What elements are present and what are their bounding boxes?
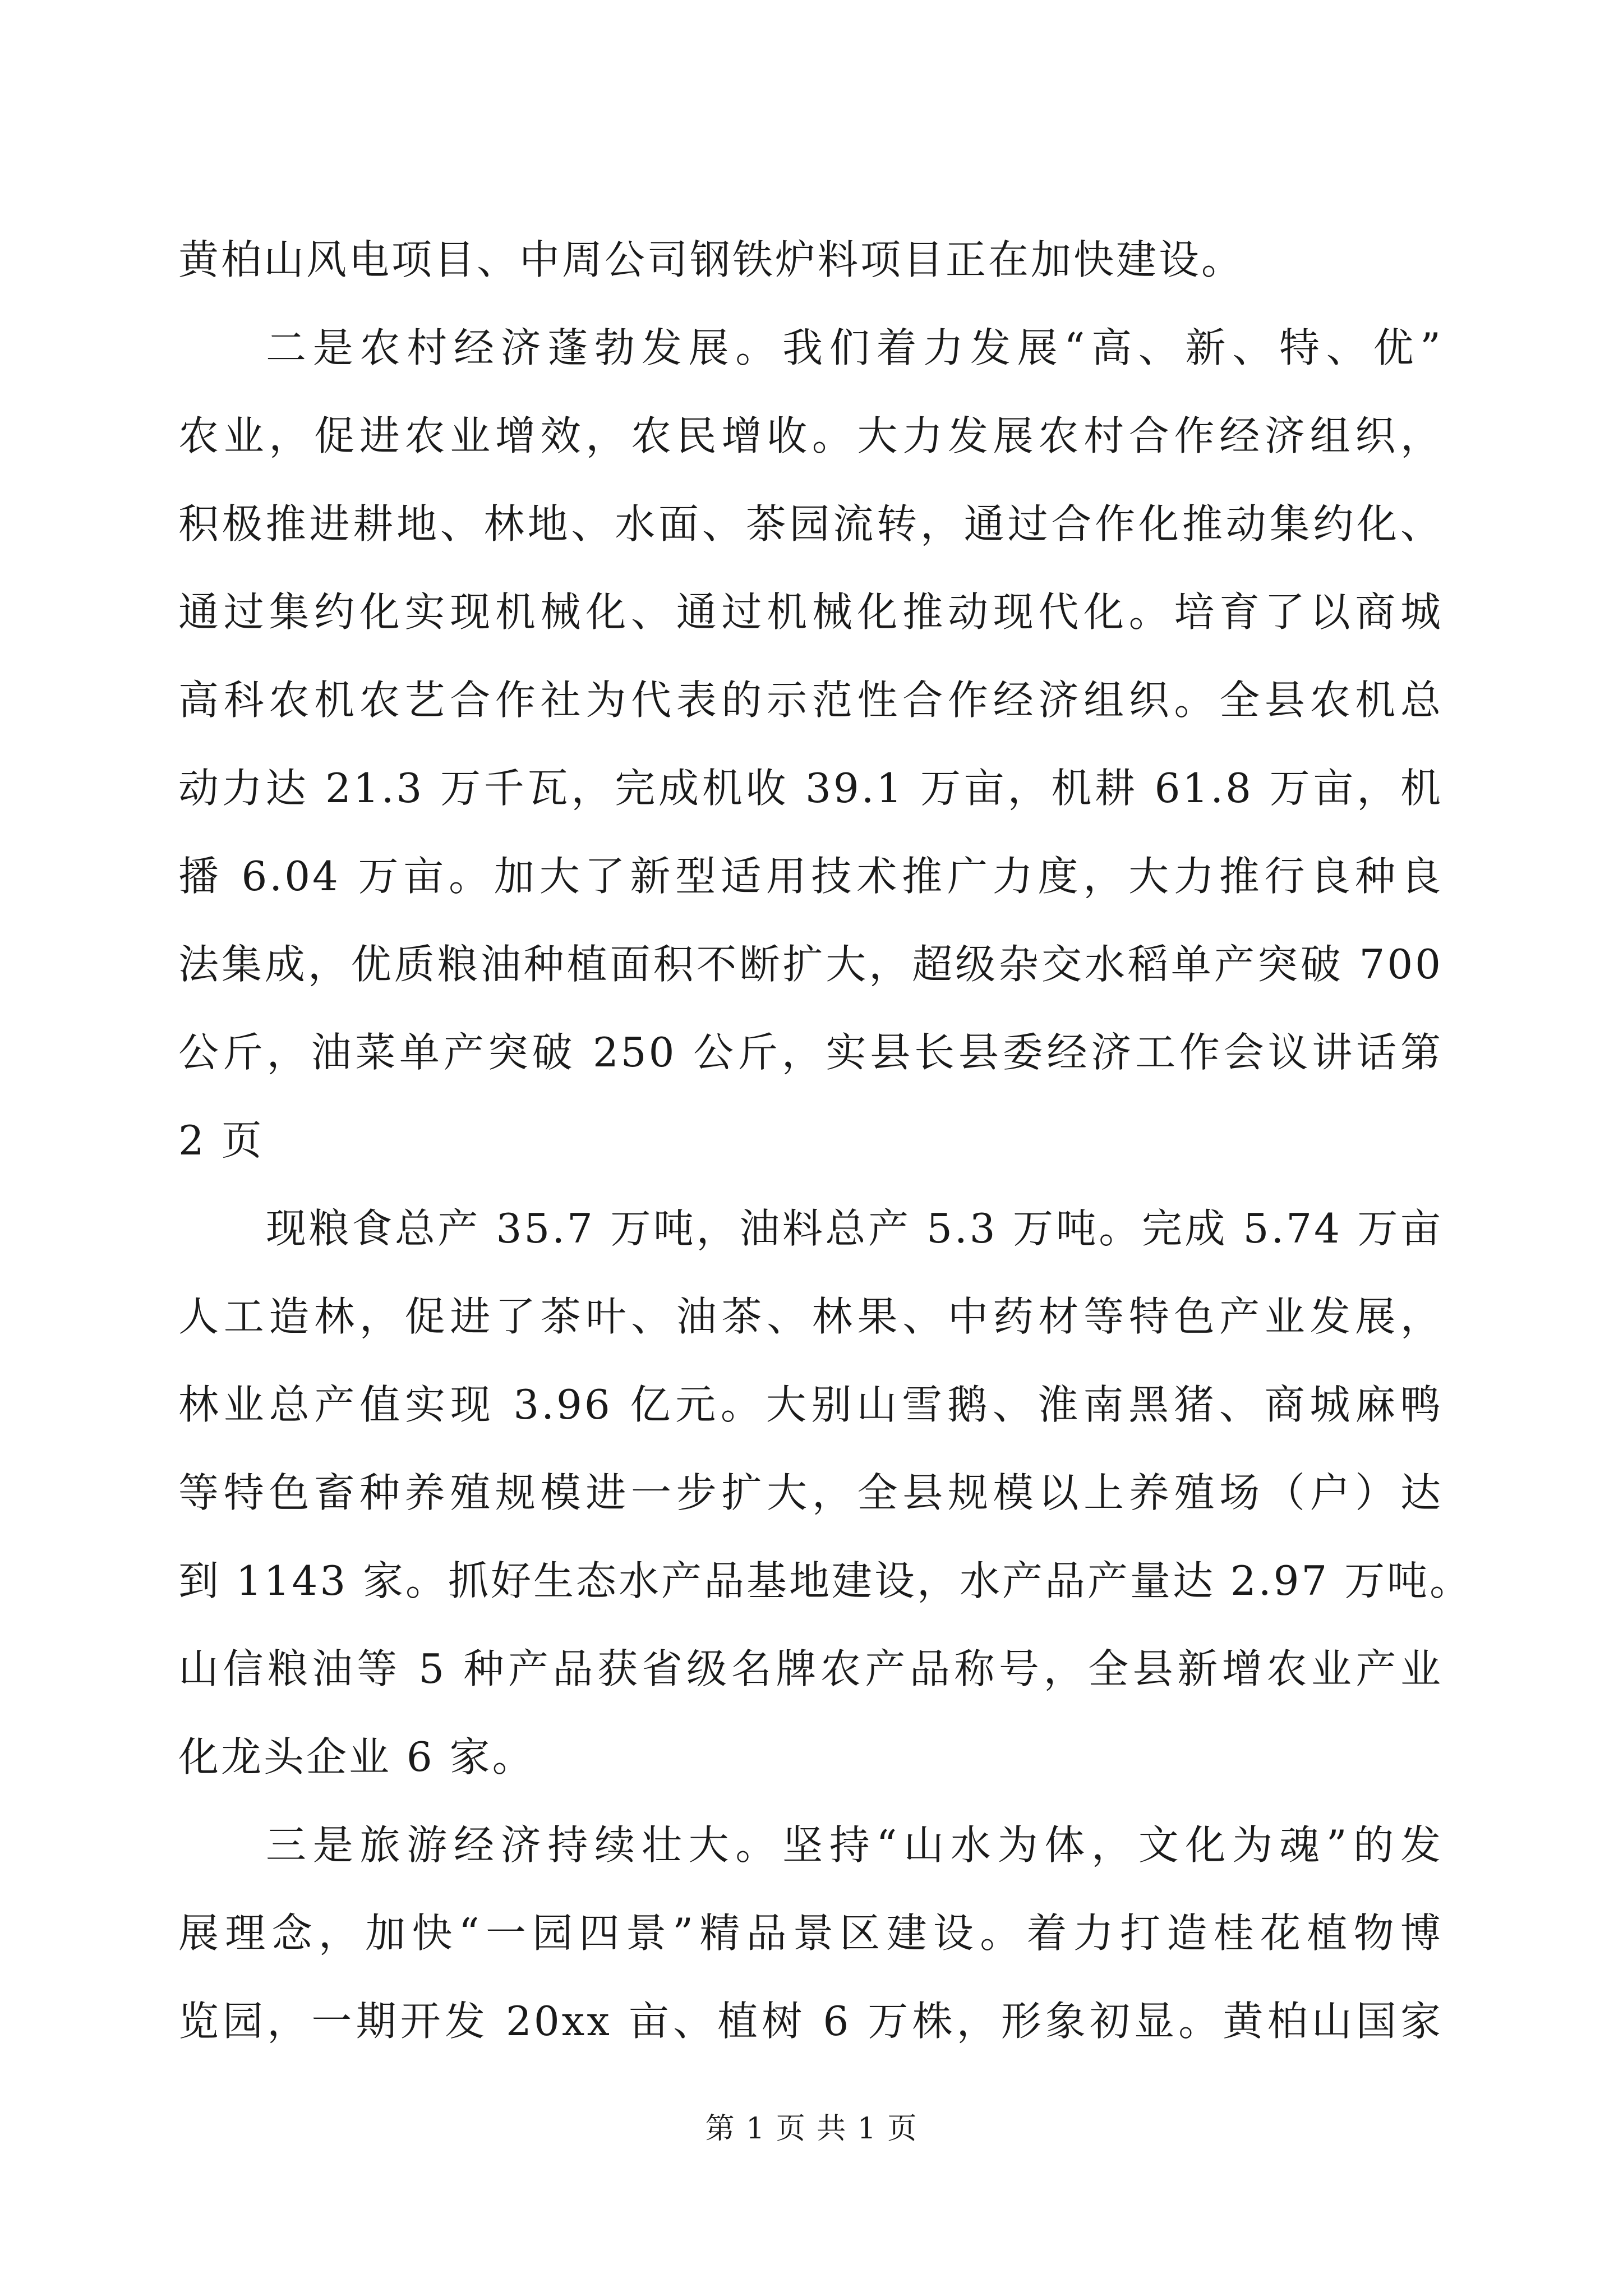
text-line: 三是旅游经济持续壮大。坚持“山水为体，文化为魂”的发 <box>266 1821 1443 1869</box>
text-line: 积极推进耕地、林地、水面、茶园流转，通过合作化推动集约化、 <box>178 500 1443 547</box>
text-line: 黄柏山风电项目、中周公司钢铁炉料项目正在加快建设。 <box>178 236 1244 283</box>
text-line: 览园，一期开发 20xx 亩、植树 6 万株，形象初显。黄柏山国家 <box>178 1998 1443 2045</box>
text-line: 公斤，油菜单产突破 250 公斤，实县长县委经济工作会议讲话第 <box>178 1029 1443 1076</box>
text-line: 2 页 <box>178 1117 264 1164</box>
text-line: 二是农村经济蓬勃发展。我们着力发展“高、新、特、优” <box>266 324 1443 371</box>
document-body <box>178 216 1473 2065</box>
text-line: 农业，促进农业增效，农民增收。大力发展农村合作经济组织， <box>178 412 1443 459</box>
text-line: 播 6.04 万亩。加大了新型适用技术推广力度，大力推行良种良 <box>178 853 1443 900</box>
text-line: 林业总产值实现 3.96 亿元。大别山雪鹅、淮南黑猪、商城麻鸭 <box>178 1381 1443 1428</box>
text-line: 到 1143 家。抓好生态水产品基地建设，水产品产量达 2.97 万吨。 <box>178 1557 1473 1604</box>
text-line: 山信粮油等 5 种产品获省级名牌农产品称号，全县新增农业产业 <box>178 1645 1443 1692</box>
text-line: 展理念，加快“一园四景”精品景区建设。着力打造桂花植物博 <box>178 1910 1443 1957</box>
text-line: 高科农机农艺合作社为代表的示范性合作经济组织。全县农机总 <box>178 677 1443 724</box>
text-line: 化龙头企业 6 家。 <box>178 1733 535 1780</box>
text-line: 现粮食总产 35.7 万吨，油料总产 5.3 万吨。完成 5.74 万亩 <box>266 1205 1443 1252</box>
text-line: 等特色畜种养殖规模进一步扩大，全县规模以上养殖场（户）达 <box>178 1469 1443 1516</box>
text-line: 动力达 21.3 万千瓦，完成机收 39.1 万亩，机耕 61.8 万亩，机 <box>178 765 1443 812</box>
text-line: 通过集约化实现机械化、通过机械化推动现代化。培育了以商城 <box>178 588 1443 636</box>
page-footer: 第 1 页 共 1 页 <box>705 2112 918 2146</box>
text-line: 人工造林，促进了茶叶、油茶、林果、中药材等特色产业发展， <box>178 1293 1443 1340</box>
text-line: 法集成，优质粮油种植面积不断扩大，超级杂交水稻单产突破 700 <box>178 941 1443 988</box>
